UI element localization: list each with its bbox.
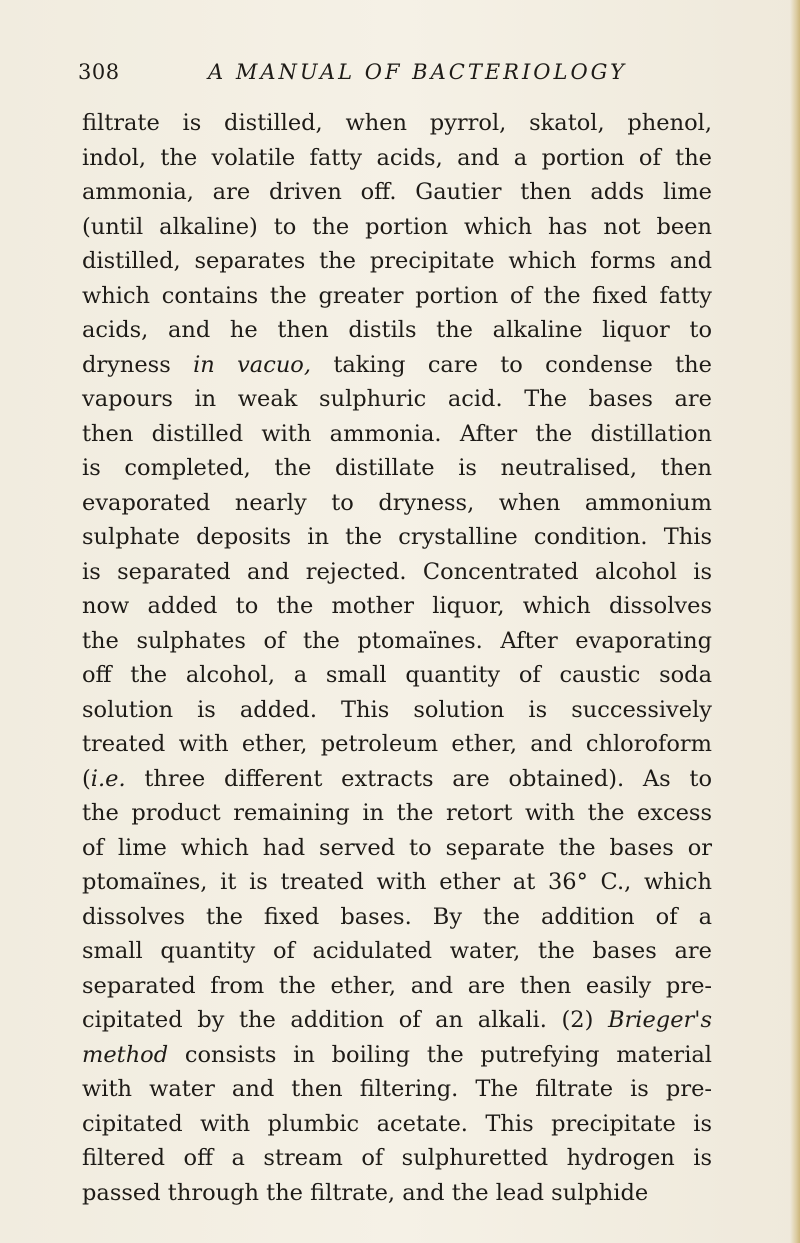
text-line (82, 865, 712, 900)
text-segment: treated with ether, petroleum ether, and chloroform (82, 731, 712, 757)
text-segment: ammonia, are driven off. Gautier then adds lime (82, 179, 712, 205)
italic-text: Brieger's (607, 1007, 712, 1033)
text-line (82, 1003, 712, 1038)
text-segment: dissolves the fixed bases. By the addition of a (82, 903, 712, 930)
text-segment: indol, the volatile fatty acids, and a portion of the (82, 144, 712, 171)
text-line (82, 624, 712, 659)
text-segment: dryness (82, 351, 194, 378)
text-segment: three different extracts are obtained). As to (125, 765, 712, 792)
text-segment: the sulphates of the ptomaïnes. After evaporating (82, 627, 712, 654)
text-line (82, 313, 712, 348)
text-segment: passed through the filtrate, and the lead sulphide (82, 1179, 649, 1206)
text-segment: is completed, the distillate is neutralised, then (82, 455, 712, 481)
text-line (82, 762, 712, 797)
text-line (82, 106, 712, 141)
text-segment: the product remaining in the retort with the excess (82, 800, 712, 826)
text-segment: now added to the mother liquor, which dissolves (82, 593, 712, 619)
text-segment: ( (82, 765, 91, 792)
text-line (82, 279, 712, 314)
text-segment: distilled, separates the precipitate which forms and (82, 248, 712, 274)
text-segment: off the alcohol, a small quantity of caustic soda (82, 662, 712, 688)
text-segment: cipitated by the addition of an alkali. (2) (82, 1007, 608, 1033)
text-line (82, 1107, 712, 1142)
text-line (82, 1141, 712, 1176)
text-line (82, 1176, 712, 1211)
text-line (82, 348, 712, 383)
text-segment: of lime which had served to separate the bases or (82, 834, 712, 861)
text-segment: acids, and he then distils the alkaline liquor to (82, 317, 712, 343)
text-line (82, 417, 712, 452)
text-line (82, 693, 712, 728)
text-line (82, 141, 712, 176)
page-edge-shadow (790, 0, 800, 1243)
text-line (82, 796, 712, 831)
text-segment: with water and then filtering. The filtrate is pre- (82, 1076, 712, 1102)
text-line (82, 210, 712, 245)
text-segment: (until alkaline) to the portion which has not been (82, 213, 712, 240)
text-line (82, 486, 712, 521)
text-line (82, 900, 712, 935)
text-segment: ptomaïnes, it is treated with ether at 36° C., which (82, 869, 712, 895)
text-line (82, 520, 712, 555)
text-segment: which contains the greater portion of the fixed fatty (82, 282, 712, 309)
text-line (82, 831, 712, 866)
text-line (82, 555, 712, 590)
text-line (82, 589, 712, 624)
text-line (82, 451, 712, 486)
text-segment: sulphate deposits in the crystalline condition. This (82, 524, 712, 550)
text-segment: vapours in weak sulphuric acid. The bases are (82, 386, 712, 412)
text-line (82, 175, 712, 210)
running-title: A MANUAL OF BACTERIOLOGY (208, 60, 627, 84)
text-segment: solution is added. This solution is successively (82, 696, 712, 723)
text-line (82, 658, 712, 693)
text-line (82, 382, 712, 417)
italic-text: in vacuo, (193, 351, 312, 378)
text-segment: separated from the ether, and are then easily pre- (82, 972, 712, 999)
text-segment: evaporated nearly to dryness, when ammonium (82, 489, 712, 516)
text-line (82, 934, 712, 969)
italic-text: method (82, 1041, 169, 1068)
page-number: 308 (78, 60, 120, 84)
text-segment: filtrate is distilled, when pyrrol, skatol, phenol, (82, 110, 712, 136)
text-segment: filtered off a stream of sulphuretted hydrogen is (82, 1145, 712, 1171)
text-line (82, 244, 712, 279)
text-segment: then distilled with ammonia. After the distillation (82, 420, 712, 447)
text-segment: small quantity of acidulated water, the bases are (82, 938, 712, 964)
text-segment: consists in boiling the putrefying material (168, 1041, 712, 1068)
text-segment: taking care to condense the (311, 351, 712, 378)
text-line (82, 1072, 712, 1107)
text-line (82, 969, 712, 1004)
text-segment: cipitated with plumbic acetate. This precipitate is (82, 1110, 712, 1137)
text-segment: is separated and rejected. Concentrated alcohol is (82, 558, 712, 585)
page-header (78, 60, 728, 92)
italic-text: i.e. (90, 765, 126, 792)
text-line (82, 1038, 712, 1073)
body-paragraph (82, 106, 712, 1210)
text-line (82, 727, 712, 762)
